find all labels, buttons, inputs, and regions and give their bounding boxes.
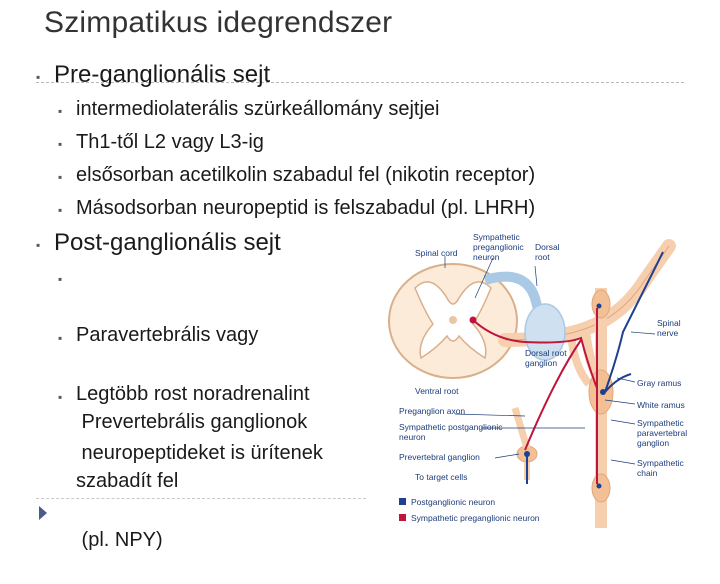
- label-spinal-cord: Spinal cord: [415, 248, 458, 258]
- label-gray-ramus: Gray ramus: [637, 378, 682, 388]
- label-sympathetic-paravertebral-ganglion-line-2: paravertebral: [637, 428, 688, 438]
- label-sympathetic-chain-line-1: Sympathetic: [637, 458, 684, 468]
- bullet-icon: ▪: [36, 70, 41, 84]
- list-item-line: neuropeptideket is ürítenek: [76, 442, 323, 464]
- sympathetic-pathway-diagram: [385, 228, 713, 534]
- list-item: intermediolaterális szürkeállomány sejtjei: [76, 98, 440, 120]
- list-item-line: szabadít fel: [76, 470, 179, 492]
- legend-swatch-postganglionic: [399, 498, 406, 505]
- bullet-icon: ▪: [36, 238, 41, 252]
- label-sympathetic-postganglionic-neuron-line-2: neuron: [399, 432, 426, 442]
- label-sympathetic-paravertebral-ganglion-line-3: ganglion: [637, 438, 670, 448]
- list-item-line: Paravertebrális vagy: [76, 324, 259, 346]
- footer-divider: [36, 498, 366, 499]
- section-heading-preganglionic: Pre-ganglionális sejt: [54, 61, 271, 88]
- bullet-icon: ▪: [58, 137, 63, 151]
- list-item: Th1-től L2 vagy L3-ig: [76, 131, 264, 153]
- bullet-icon: ▪: [58, 272, 63, 286]
- label-spinal-nerve-line-2: nerve: [657, 328, 679, 338]
- label-to-target-cells: To target cells: [415, 472, 468, 482]
- list-item: [76, 381, 323, 584]
- bullet-icon: ▪: [58, 390, 63, 404]
- label-dorsal-root-line-1: Dorsal: [535, 242, 560, 252]
- list-item: Másodsorban neuropeptid is felszabadul (pl. LHRH): [76, 197, 536, 219]
- legend-label-postganglionic: Postganglionic neuron: [411, 497, 496, 507]
- label-prevertebral-ganglion: Prevertebral ganglion: [399, 452, 480, 462]
- bullet-icon: ▪: [58, 203, 63, 217]
- bullet-icon: ▪: [58, 170, 63, 184]
- bullet-icon: ▪: [58, 331, 63, 345]
- label-preganglion-axon: Preganglion axon: [399, 406, 466, 416]
- list-item-line: Prevertebrális ganglionok: [76, 411, 308, 433]
- label-sympathetic-postganglionic-neuron-line-1: Sympathetic postganglionic: [399, 422, 503, 432]
- legend-swatch-preganglionic: [399, 514, 406, 521]
- label-ventral-root: Ventral root: [415, 386, 459, 396]
- list-item-line: (pl. NPY): [76, 529, 163, 551]
- label-sympathetic-paravertebral-ganglion-line-1: Sympathetic: [637, 418, 684, 428]
- label-white-ramus: White ramus: [637, 400, 685, 410]
- label-sympathetic-preganglionic-neuron-line-3: neuron: [473, 252, 500, 262]
- list-item: elsősorban acetilkolin szabadul fel (nikotin receptor): [76, 164, 536, 186]
- next-slide-arrow-icon[interactable]: [36, 504, 50, 527]
- legend-label-preganglionic: Sympathetic preganglionic neuron: [411, 513, 540, 523]
- diagram-legend: [399, 497, 540, 523]
- label-sympathetic-preganglionic-neuron-line-1: Sympathetic: [473, 232, 520, 242]
- page-title: Szimpatikus idegrendszer: [44, 6, 393, 39]
- label-sympathetic-preganglionic-neuron-line-2: preganglionic: [473, 242, 524, 252]
- label-dorsal-root-line-2: root: [535, 252, 550, 262]
- label-dorsal-root-ganglion-line-2: ganglion: [525, 358, 558, 368]
- bullet-icon: ▪: [58, 104, 63, 118]
- label-sympathetic-chain-line-2: chain: [637, 468, 658, 478]
- section-heading-postganglionic: Post-ganglionális sejt: [54, 229, 281, 256]
- label-dorsal-root-ganglion-line-1: Dorsal root: [525, 348, 567, 358]
- list-item-line: Legtöbb rost noradrenalint: [76, 383, 310, 405]
- label-spinal-nerve-line-1: Spinal: [657, 318, 681, 328]
